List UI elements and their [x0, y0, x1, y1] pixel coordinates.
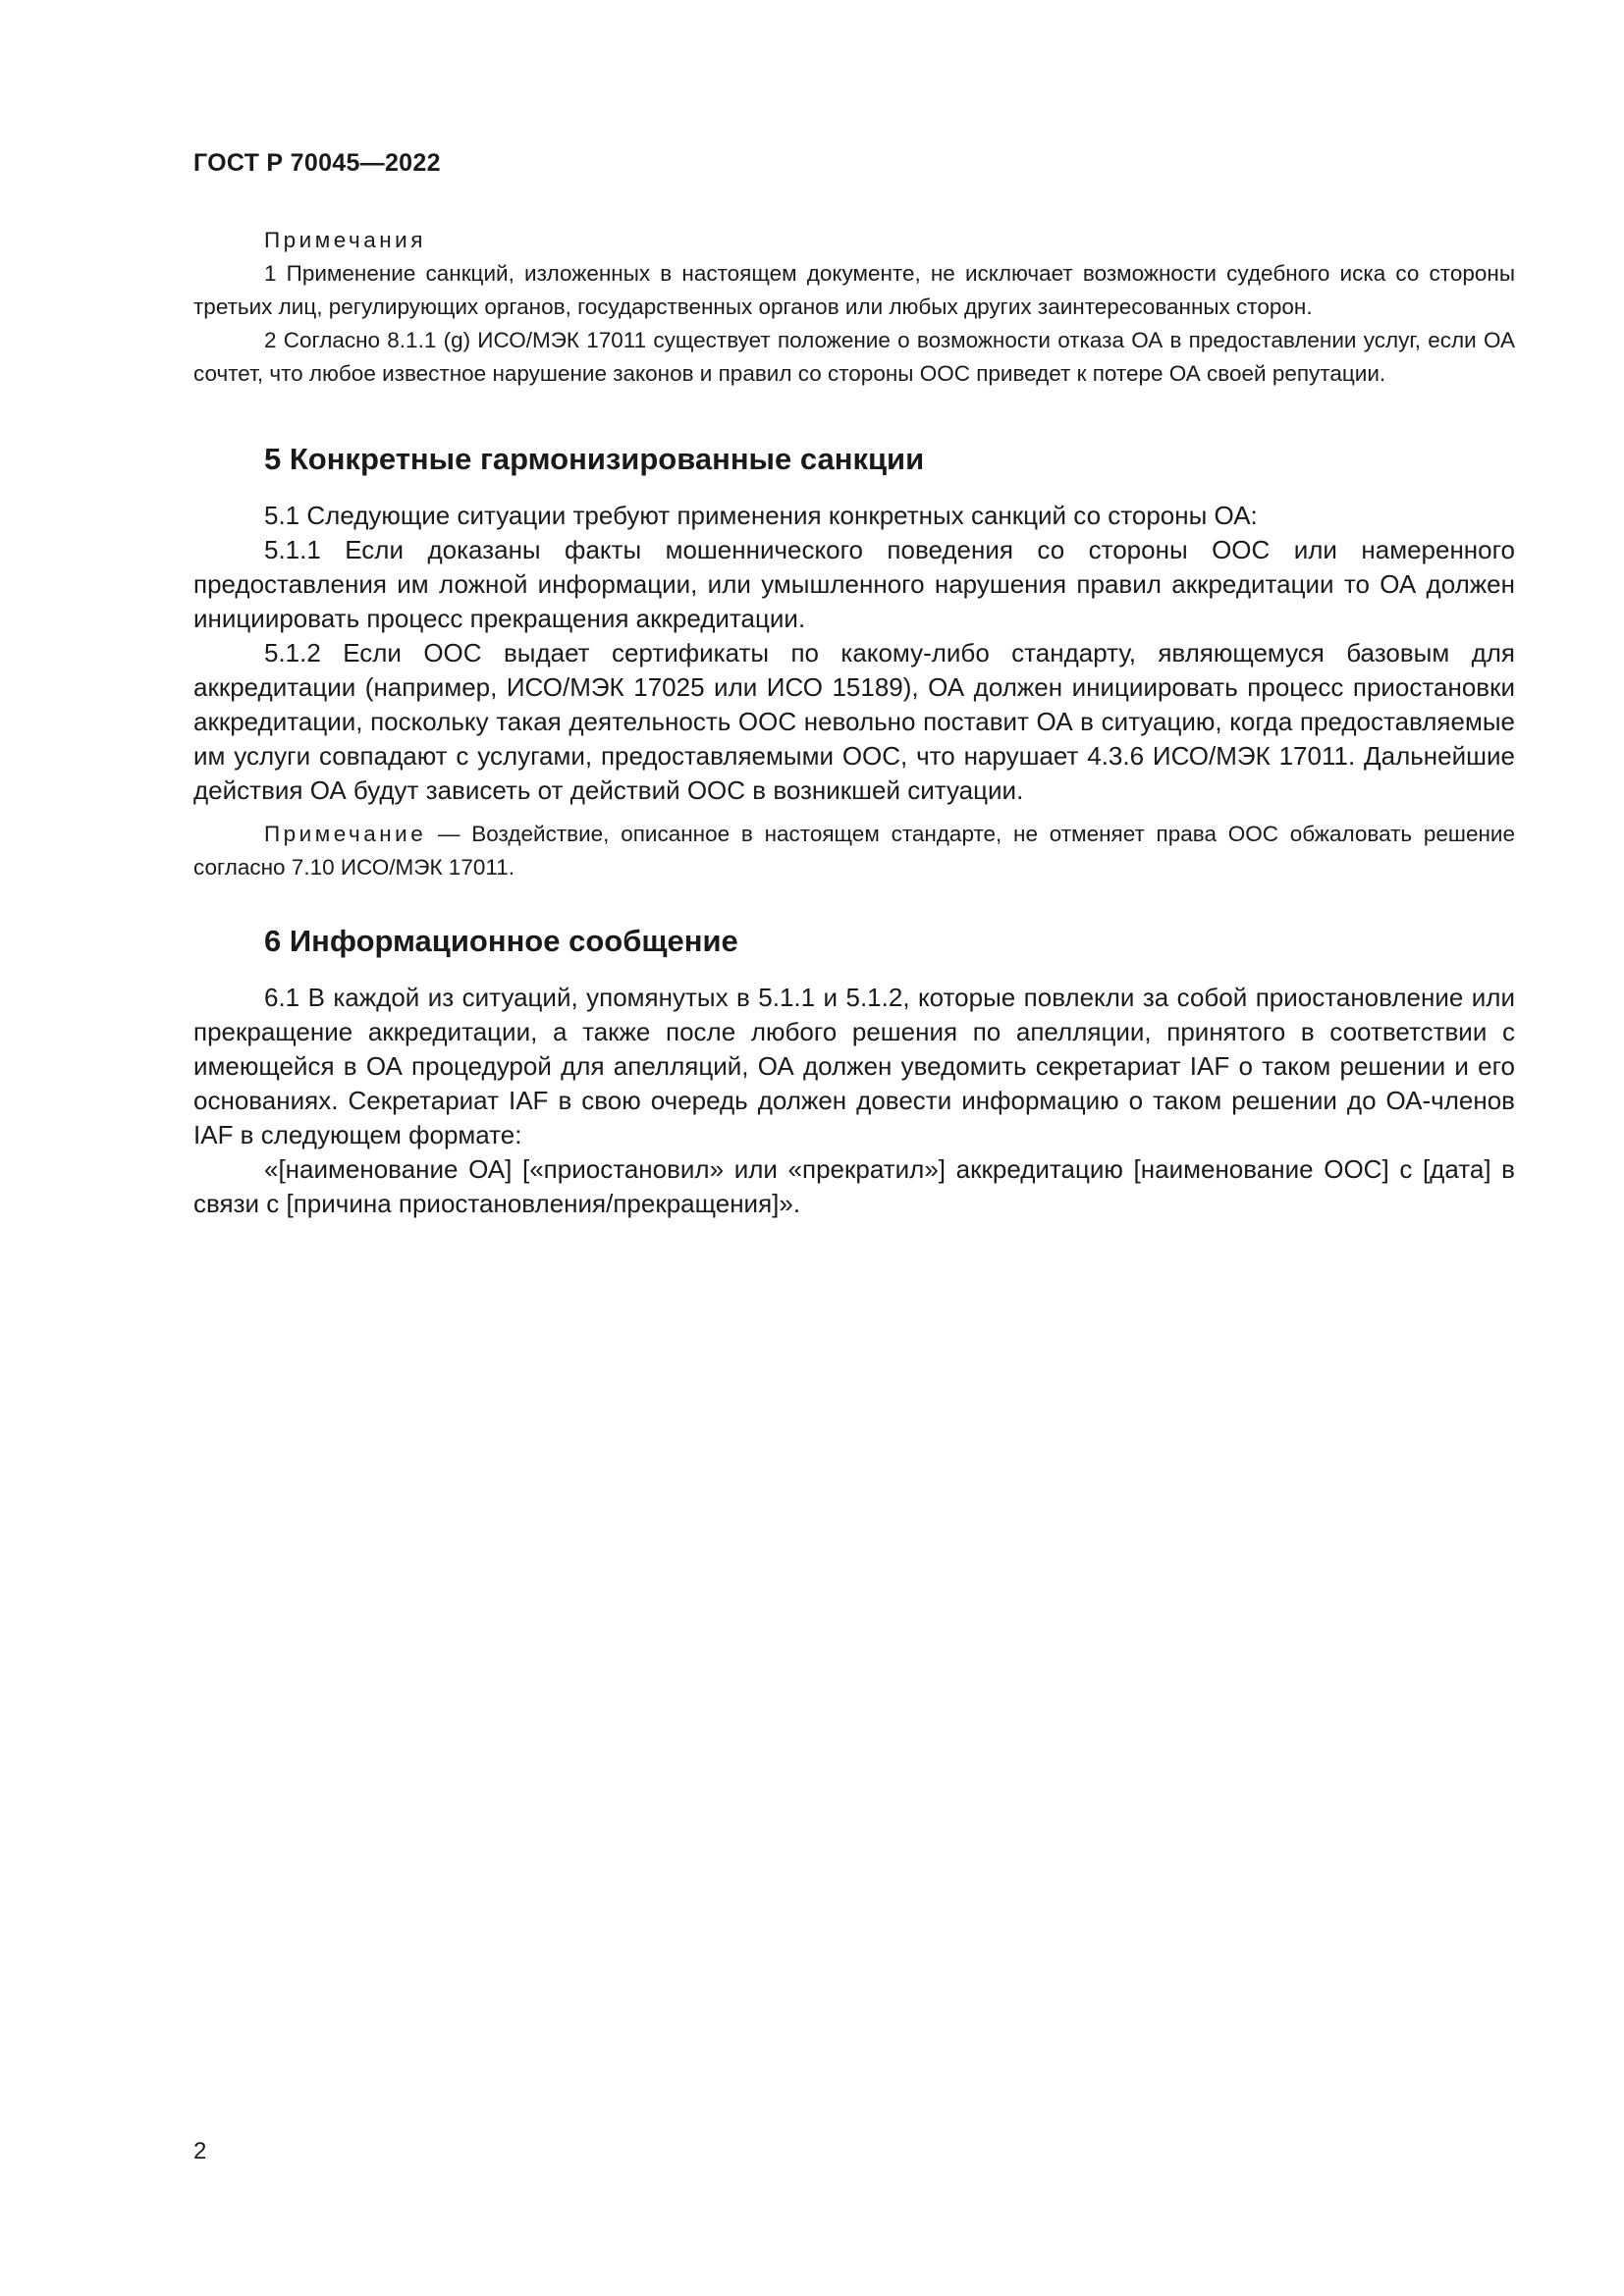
paragraph-5-1-2: 5.1.2 Если ООС выдает сертификаты по какому-либо стандарту, являющемуся базовым для аккредитации (например, ИСО/МЭК 17025 или ИСО 15189), ОА должен инициировать процесс приостановки аккредитации, поскольку такая деятельность ООС невольно поставит ОА в ситуацию, когда предоставляемые им услуги совпадают с услугами, предоставляемыми ООС, что нарушает 4.3.6 ИСО/МЭК 17011. Дальнейшие действия ОА будут зависеть от действий ООС в возникшей ситуации. — [193, 638, 1515, 805]
section-5-note — [193, 818, 1515, 884]
paragraph-6-1: 6.1 В каждой из ситуаций, упомянутых в 5.1.1 и 5.1.2, которые повлекли за собой приостановление или прекращение аккредитации, а также после любого решения по апелляции, принятого в соответствии с имеющейся в ОА процедурой для апелляций, ОА должен уведомить секретариат IAF о таком решении и его основаниях. Секретариат IAF в свою очередь должен довести информацию о таком решении до ОА-членов IAF в следующем формате: — [193, 983, 1515, 1149]
note-item-2: 2 Согласно 8.1.1 (g) ИСО/МЭК 17011 существует положение о возможности отказа ОА в предоставлении услуг, если ОА сочтет, что любое известное нарушение законов и правил со стороны ООС приведет к потере ОА своей репутации. — [193, 328, 1515, 386]
note-text: — Воздействие, описанное в настоящем стандарте, не отменяет права ООС обжаловать решение согласно 7.10 ИСО/МЭК 17011. — [193, 822, 1515, 880]
paragraph-5-1: 5.1 Следующие ситуации требуют применения конкретных санкций со стороны ОА: — [264, 501, 1258, 530]
page-number: 2 — [193, 2138, 207, 2164]
note-label: Примечание — [264, 822, 427, 846]
paragraph-6-format: «[наименование ОА] [«приостановил» или «прекратил»] аккредитацию [наименование ООС] с [дата] в связи с [причина приостановления/прекращения]». — [193, 1154, 1515, 1218]
section-6-heading: 6 Информационное сообщение — [264, 924, 738, 958]
document-body — [193, 224, 1515, 1221]
document-code-header: ГОСТ Р 70045—2022 — [193, 149, 441, 177]
paragraph-5-1-1: 5.1.1 Если доказаны факты мошеннического поведения со стороны ООС или намеренного предоставления им ложной информации, или умышленного нарушения правил аккредитации то ОА должен инициировать процесс прекращения аккредитации. — [193, 535, 1515, 633]
section-5-heading: 5 Конкретные гармонизированные санкции — [264, 442, 925, 476]
notes-title: Примечания — [264, 228, 426, 252]
note-item-1: 1 Применение санкций, изложенных в настоящем документе, не исключает возможности судебного иска со стороны третьих лиц, регулирующих органов, государственных органов или любых других заинтересованных сторон. — [193, 261, 1515, 319]
